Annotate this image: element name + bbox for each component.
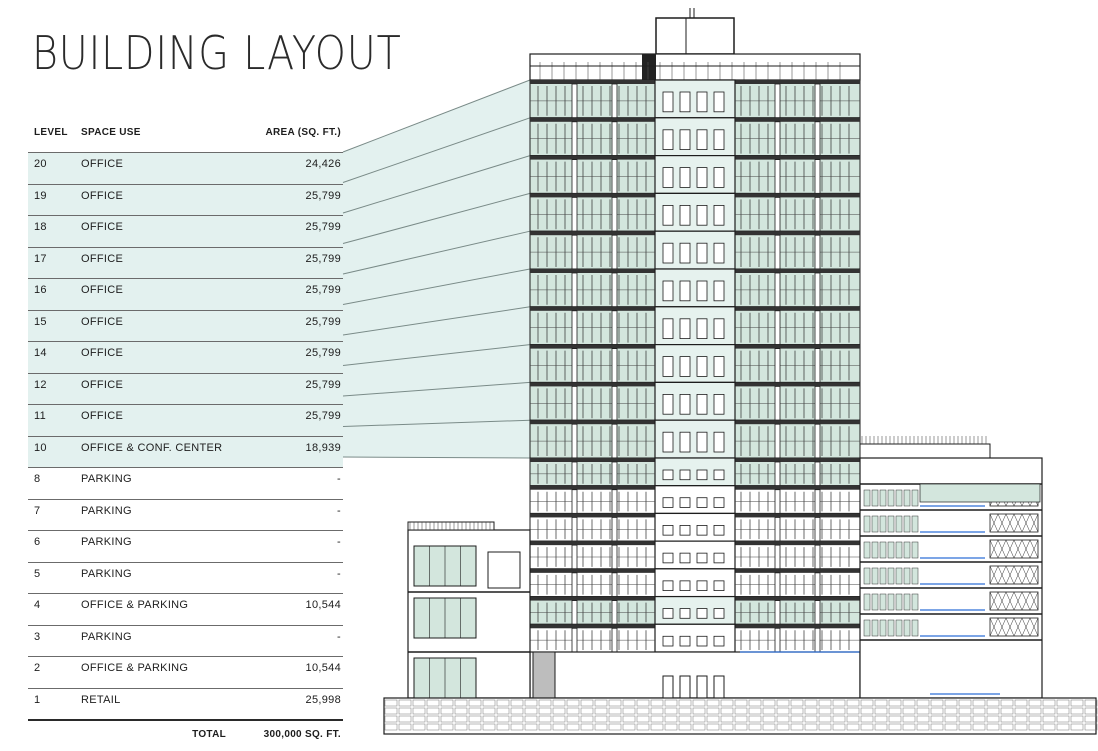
row-space-use: OFFICE & PARKING [81,599,189,611]
parking-floor [530,541,860,569]
row-area: 25,799 [305,315,341,328]
row-level: 14 [34,347,47,359]
office-floor [530,345,860,383]
row-space-use: OFFICE & CONF. CENTER [81,441,223,454]
header-level: LEVEL [34,127,68,138]
header-area: AREA (SQ. FT.) [265,127,341,138]
row-level: 16 [34,284,47,296]
roof-level [530,54,860,80]
row-level: 18 [34,221,47,233]
row-level: 7 [34,504,41,517]
row-area: 10,544 [305,662,341,674]
row-area: 25,799 [305,378,341,391]
row-space-use: OFFICE [81,410,124,422]
row-space-use: OFFICE [81,189,124,202]
office-floor [530,193,860,231]
office-floor [530,118,860,156]
parking-screen [990,566,1038,584]
tower-section [530,8,860,698]
row-area: 25,799 [305,284,341,296]
office-floor [530,80,860,118]
row-level: 1 [34,693,41,706]
row-level: 3 [34,630,41,643]
roof-penthouse [656,18,734,54]
parking-screen [990,618,1038,636]
row-area: 25,998 [305,693,341,706]
office-floor [530,307,860,345]
office-floor [530,458,860,486]
row-area: 10,544 [305,599,341,611]
total-value: 300,000 SQ. FT. [263,729,341,740]
parking-floor [530,486,860,514]
row-space-use: PARKING [81,630,132,643]
office-floor [530,382,860,420]
row-level: 5 [34,567,41,580]
row-area: - [337,536,341,548]
row-space-use: OFFICE [81,252,124,265]
row-level: 12 [34,378,47,391]
parking-screen [990,592,1038,610]
office-floor [530,597,860,625]
row-area: 18,939 [305,441,341,454]
row-level: 8 [34,473,41,485]
office-floor [530,156,860,194]
row-level: 10 [34,441,47,454]
right-podium-roof [860,444,990,458]
row-space-use: RETAIL [81,693,121,706]
header-space-use: SPACE USE [81,127,141,138]
roof-stair [642,54,656,80]
row-level: 20 [34,158,47,170]
row-space-use: OFFICE [81,158,124,170]
row-level: 19 [34,189,47,202]
row-area: - [337,630,341,643]
parking-floor [530,513,860,541]
row-space-use: OFFICE & PARKING [81,662,189,674]
row-space-use: OFFICE [81,284,124,296]
row-level: 11 [34,410,47,422]
office-floor [530,420,860,458]
row-area: - [337,504,341,517]
parking-floor [530,624,860,652]
row-space-use: PARKING [81,504,132,517]
row-area: 25,799 [305,252,341,265]
leader-band [343,80,530,458]
row-area: 24,426 [305,158,341,170]
row-area: 25,799 [305,347,341,359]
row-area: 25,799 [305,221,341,233]
row-area: 25,799 [305,189,341,202]
page-title: BUILDING LAYOUT [32,26,402,80]
row-level: 15 [34,315,47,328]
total-label: TOTAL [192,729,226,740]
row-area: - [337,473,341,485]
row-space-use: PARKING [81,473,132,485]
retail-level [530,652,860,698]
row-level: 4 [34,599,41,611]
office-floor [530,231,860,269]
row-space-use: OFFICE [81,315,124,328]
row-space-use: OFFICE [81,221,124,233]
row-level: 17 [34,252,47,265]
retail-column [533,652,555,698]
row-space-use: PARKING [81,567,132,580]
row-area: 25,799 [305,410,341,422]
office-floor [530,269,860,307]
row-level: 2 [34,662,41,674]
row-space-use: PARKING [81,536,132,548]
parking-floor [530,569,860,597]
row-space-use: OFFICE [81,347,124,359]
leader-lines [343,80,530,458]
parking-screen [990,514,1038,532]
row-level: 6 [34,536,41,548]
parking-screen [990,540,1038,558]
row-space-use: OFFICE [81,378,124,391]
row-area: - [337,567,341,580]
